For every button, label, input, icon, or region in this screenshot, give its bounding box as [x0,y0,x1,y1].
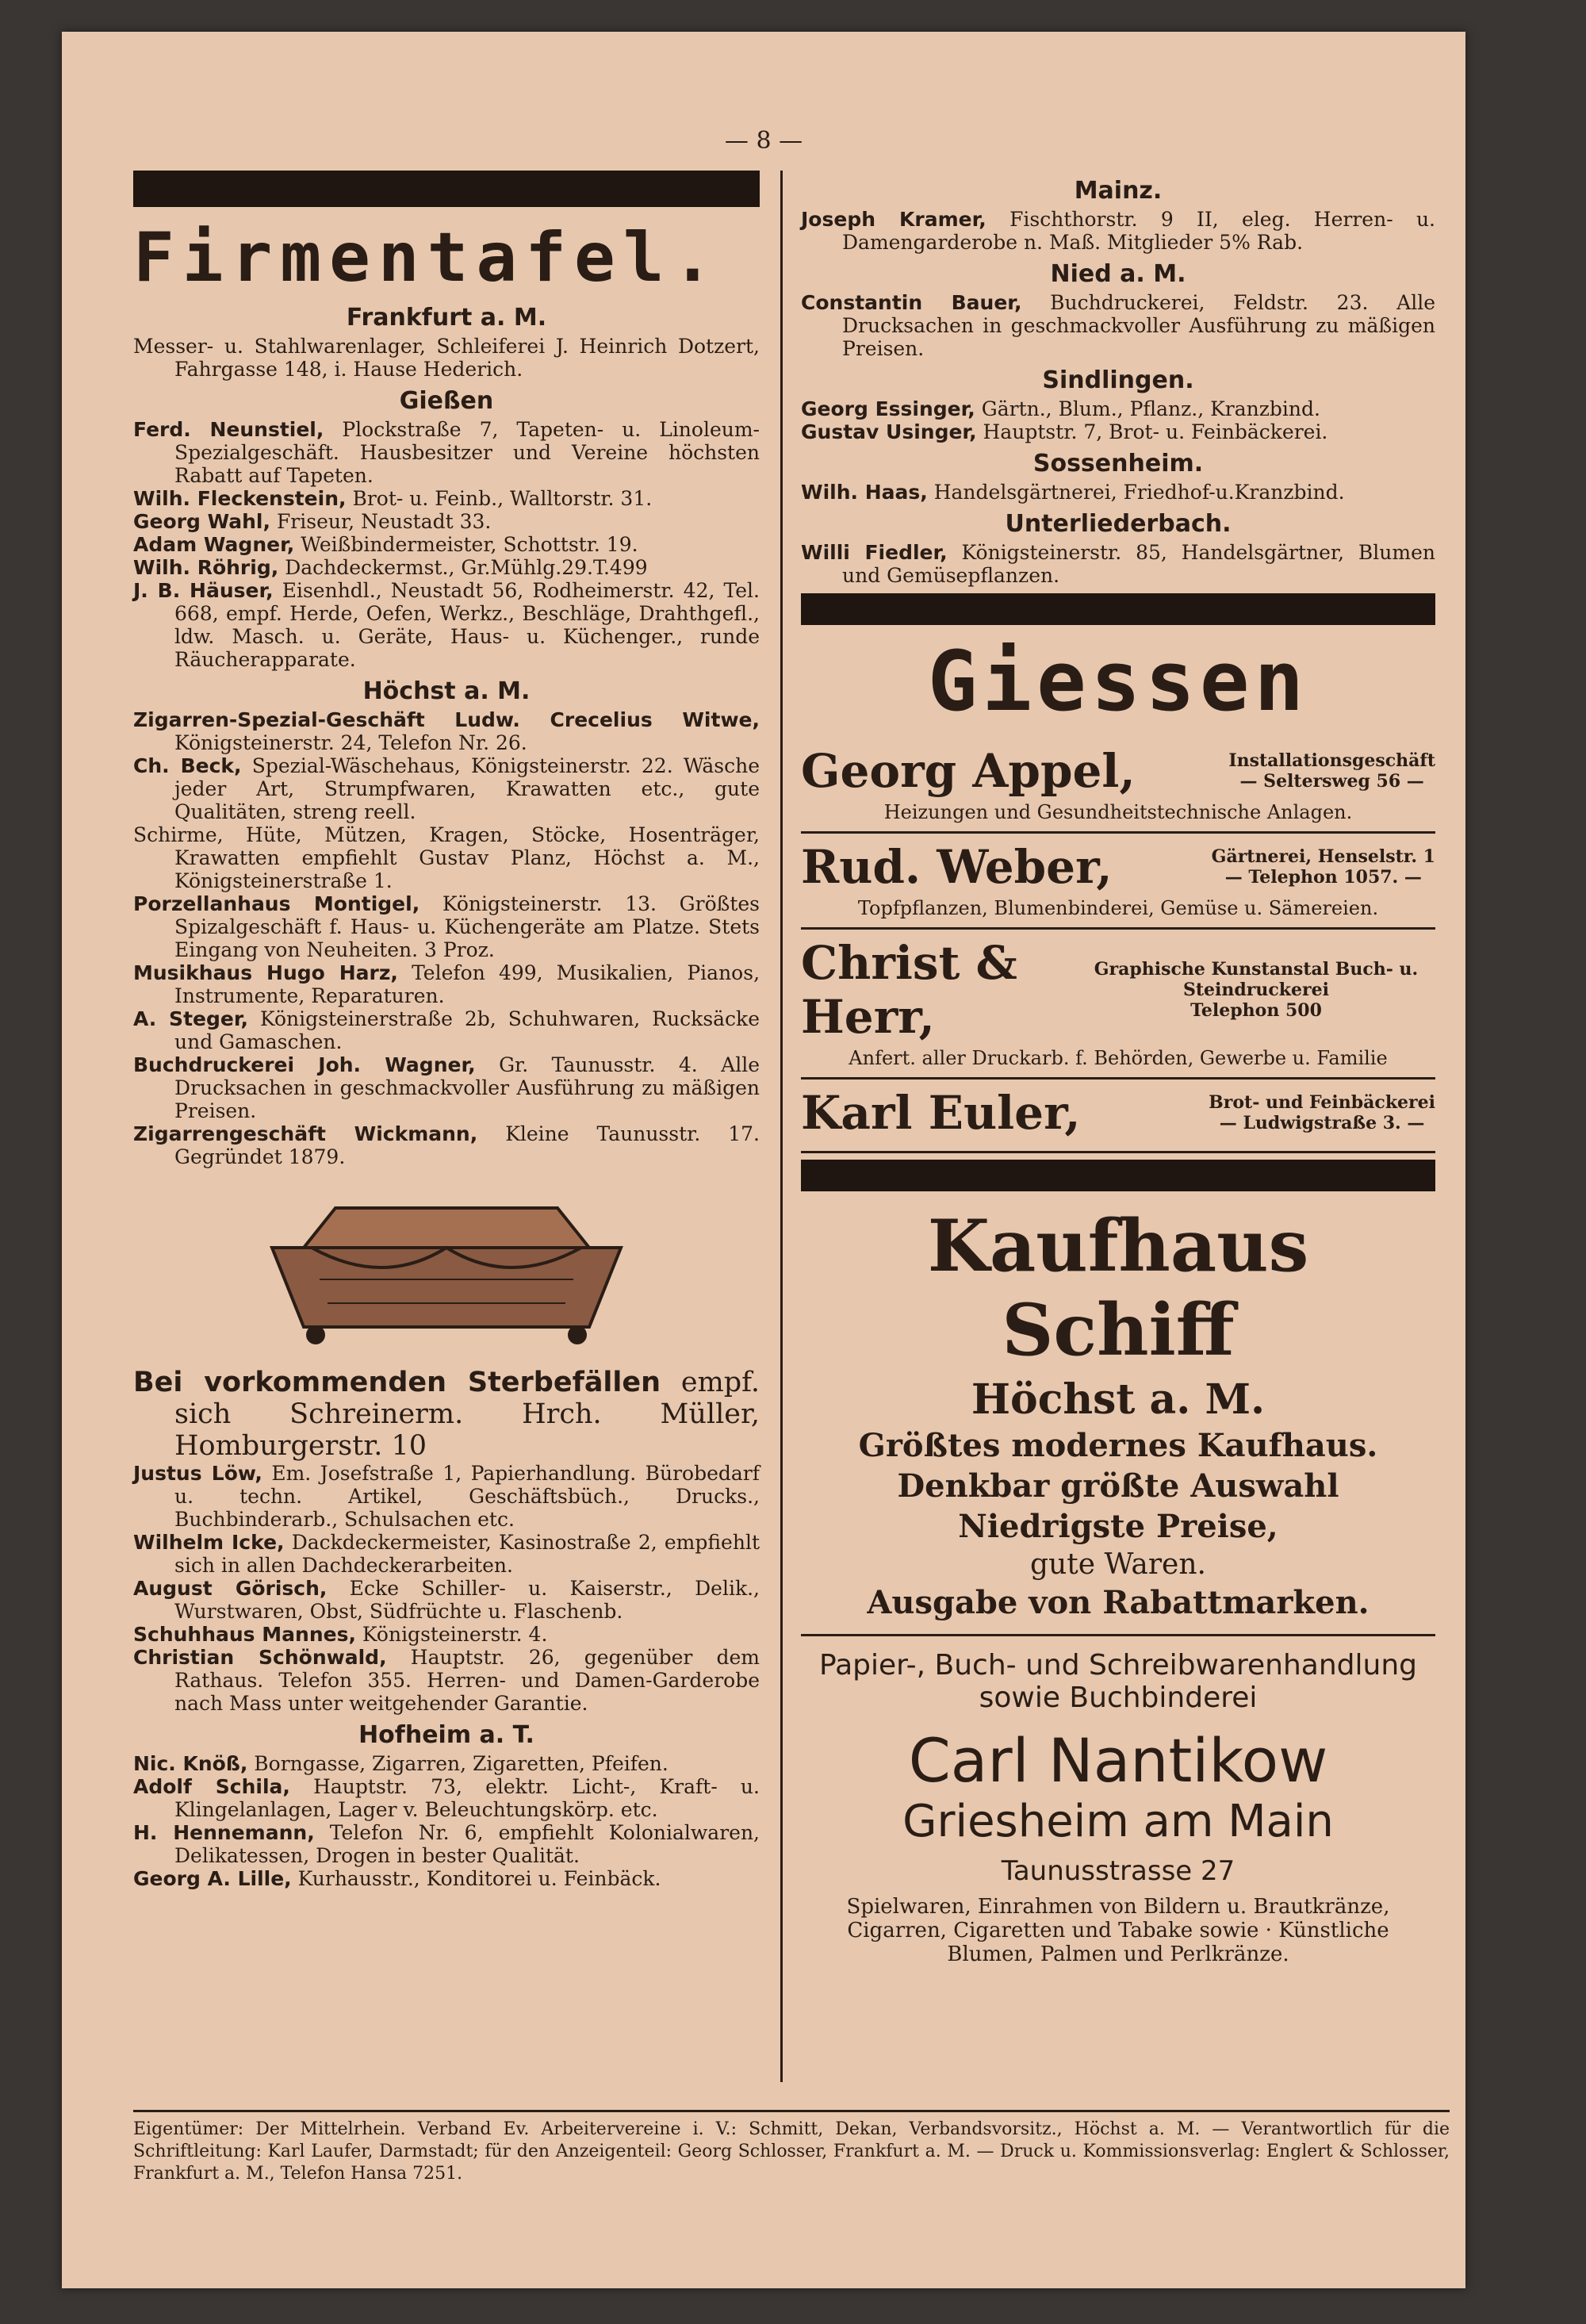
entry-text: Telefon Nr. 6, empfiehlt Kolonialwaren, Delikatessen, Drogen in bester Qualität. [174,1821,760,1867]
ad-name: Rud. Weber, [801,840,1113,894]
entry-text: Königsteinerstr. 13. Größtes Spizalgeschäft f. Haus- u. Küchengeräte am Platze. Stets Eingang von Neuheiten. 3 Proz. [174,892,760,961]
ad-side-line: Gärtnerei, Henselstr. 1 [1211,846,1435,867]
city-heading: Hofheim a. T. [358,1721,534,1749]
entry-text: Königsteinerstraße 2b, Schuhwaren, Rucksäcke und Gamaschen. [174,1007,760,1053]
ad-side-line: Graphische Kunstanstal Buch- u. Steindruckerei [1094,959,1419,1000]
entry-name: J. B. Häuser, [133,579,274,602]
ad-side [1077,959,1435,1021]
ad-side-line: Brot- und Feinbäckerei [1209,1092,1435,1113]
directory-entry [133,1775,760,1821]
ad-bottom: Heizungen und Gesundheitstechnische Anlagen. [883,801,1353,823]
entry-text: Brot- u. Feinb., Walltorstr. 31. [352,487,653,510]
black-bar [133,171,760,207]
directory-entry [133,556,760,579]
entry-text: Kurhausstr., Konditorei u. Feinbäck. [297,1867,661,1890]
directory-entry [133,1577,760,1623]
page-number: — 8 — [724,127,803,155]
directory-entry [133,533,760,556]
ad-name: Christ & Herr, [801,936,1017,1044]
entry-name: Bei vorkommenden Sterbefällen [133,1367,661,1398]
ad-side-line: Telephon 500 [1190,1000,1322,1021]
entry-text: Eisenhdl., Neustadt 56, Rodheimerstr. 42, Tel. 668, empf. Herde, Oefen, Werkz., Beschläge, Drahthgefl., ldw. Masch. u. Geräte, Haus- u. Küchenger., runde Räucherapparate. [174,579,760,671]
directory-entry [133,708,760,754]
right-sections [801,177,1435,587]
entry-text: Em. Josefstraße 1, Papierhandlung. Bürobedarf u. techn. Artikel, Geschäftsbüch., Drucks., Buchbinderarb., Schulsachen etc. [174,1462,760,1531]
directory-entry [801,397,1435,420]
ad-side-line: — Ludwigstraße 3. — [1219,1113,1425,1133]
left-sections [133,304,760,1168]
entry-text: Hauptstr. 73, elektr. Licht-, Kraft- u. Klingelanlagen, Lager v. Beleuchtungskörp. etc. [174,1775,760,1821]
entry-name: Adam Wagner, [133,533,295,556]
directory-entry [133,1821,760,1867]
entry-name: Gustav Usinger, [801,420,977,443]
directory-entry [133,1007,760,1053]
nantikow-desc: Spielwaren, Einrahmen von Bildern u. Brautkränze, Cigarren, Cigaretten und Tabake sowie · Künstliche Blumen, Palmen und Perlkränze. [846,1895,1390,1966]
kaufhaus-place: Höchst a. M. [971,1375,1266,1424]
entry-name: Wilh. Röhrig, [133,556,279,579]
entry-name: Buchdruckerei Joh. Wagner, [133,1053,476,1076]
directory-entry [133,1367,760,1462]
ad-side [1212,846,1435,888]
entry-text: empf. sich Schreinerm. Hrch. Müller, Homburgerstr. 10 [174,1367,760,1462]
entry-name: Nic. Knöß, [133,1752,248,1775]
ad-side [1209,1092,1435,1133]
left-column [133,171,760,1890]
city-heading: Mainz. [1074,177,1163,205]
coffin-illustration [240,1192,653,1351]
city-heading: Frankfurt a. M. [346,304,547,332]
nantikow-name: Carl Nantikow [908,1725,1328,1796]
directory-entry [133,510,760,533]
giessen-ad [801,930,1435,1080]
entry-name: Musikhaus Hugo Harz, [133,961,398,984]
ad-side-line: — Telephon 1057. — [1224,867,1422,888]
entry-text: Friseur, Neustadt 33. [276,510,492,533]
entry-text: Plockstraße 7, Tapeten- u. Linoleum-Spezialgeschäft. Hausbesitzer und Vereine höchsten Rabatt auf Tapeten. [174,418,760,487]
column-divider [780,171,783,2082]
black-bar [801,593,1435,625]
imprint-footer: Eigentümer: Der Mittelrhein. Verband Ev. Arbeitervereine i. V.: Schmitt, Dekan, Verbandsvorsitz., Höchst a. M. — Verantwortlich für die Schriftleitung: Karl Laufer, Darmstadt; für den Anzeigenteil: Georg Schlosser, Frankfurt a. M. — Druck u. Kommissionsverlag: Englert & Schlosser, Frankfurt a. M., Telefon Hansa 7251. [133,2110,1450,2185]
directory-entry [133,754,760,823]
city-heading: Unterliederbach. [1005,510,1232,538]
entry-name: Joseph Kramer, [801,208,986,231]
kaufhaus-line: Ausgabe von Rabattmarken. [801,1584,1435,1636]
ad-side [1228,750,1435,792]
right-column [801,171,1435,1966]
entry-name: Wilh. Fleckenstein, [133,487,347,510]
entry-text: Königsteinerstr. 4. [362,1623,548,1646]
giessen-ads [801,738,1435,1153]
directory-entry [801,208,1435,254]
entry-text: Hauptstr. 7, Brot- u. Feinbäckerei. [983,420,1328,443]
entry-name: Zigarrengeschäft Wickmann, [133,1122,478,1145]
entry-text: Handelsgärtnerei, Friedhof-u.Kranzbind. [933,481,1345,504]
entry-name: Georg Essinger, [801,397,975,420]
directory-entry [133,892,760,961]
city-heading: Höchst a. M. [362,677,531,705]
ad-side-line: Installationsgeschäft [1228,750,1435,771]
entry-text: Fischthorstr. 9 II, eleg. Herren- u. Damengarderobe n. Maß. Mitglieder 5% Rab. [842,208,1435,254]
entry-name: Georg Wahl, [133,510,270,533]
giessen-ad [801,1080,1435,1153]
entry-text: Ecke Schiller- u. Kaiserstr., Delik., Wurstwaren, Obst, Südfrüchte u. Flaschenb. [174,1577,760,1623]
city-heading: Gießen [399,387,494,415]
entry-name: Constantin Bauer, [801,291,1022,314]
directory-entry [133,823,760,892]
firmentafel-title: Firmentafel. [133,218,722,297]
entry-name: Justus Löw, [133,1462,262,1485]
entry-name: Wilh. Haas, [801,481,928,504]
entry-name: Willi Fiedler, [801,541,948,564]
directory-entry [133,1531,760,1577]
directory-entry [133,961,760,1007]
entry-text: Kleine Taunusstr. 17. Gegründet 1879. [174,1122,760,1168]
directory-entry [133,1623,760,1646]
entry-text: Königsteinerstr. 85, Handelsgärtner, Blumen und Gemüsepflanzen. [842,541,1436,587]
directory-entry [133,1122,760,1168]
entry-name: August Görisch, [133,1577,328,1600]
entry-name: Ferd. Neunstiel, [133,418,324,441]
ad-name: Karl Euler, [801,1086,1081,1140]
entry-text: Telefon 499, Musikalien, Pianos, Instrumente, Reparaturen. [174,961,760,1007]
directory-entry [133,1752,760,1775]
kaufhaus-line: Niedrigste Preise, [958,1508,1278,1545]
entry-text: Schirme, Hüte, Mützen, Kragen, Stöcke, Hosenträger, Krawatten empfiehlt Gustav Planz, Höchst a. M., Königsteinerstraße 1. [133,823,760,892]
entry-text: Dachdeckermst., Gr.Mühlg.29.T.499 [285,556,648,579]
nantikow-ad [801,1649,1435,1966]
directory-entry [133,1646,760,1715]
directory-entry [801,481,1435,504]
entry-name: Zigarren-Spezial-Geschäft Ludw. Crecelius Witwe, [133,708,760,731]
directory-entry [133,1462,760,1531]
entry-text: Weißbindermeister, Schottstr. 19. [301,533,638,556]
entry-name: Adolf Schila, [133,1775,290,1798]
ad-name: Georg Appel, [801,744,1136,798]
directory-entry [133,579,760,671]
entry-name: A. Steger, [133,1007,248,1030]
nantikow-street: Taunusstrasse 27 [1001,1855,1235,1887]
entry-name: Georg A. Lille, [133,1867,292,1890]
giessen-ad [801,738,1435,834]
entry-name: Christian Schönwald, [133,1646,387,1669]
entry-text: Spezial-Wäschehaus, Königsteinerstr. 22. Wäsche jeder Art, Strumpfwaren, Krawatten etc., gute Qualitäten, streng reell. [174,754,760,823]
city-heading: Sindlingen. [1042,366,1194,394]
ad-bottom: Topfpflanzen, Blumenbinderei, Gemüse u. Sämereien. [857,897,1379,919]
entry-text: Borngasse, Zigarren, Zigaretten, Pfeifen. [254,1752,668,1775]
directory-entry [133,418,760,487]
city-heading: Nied a. M. [1050,260,1186,288]
directory-entry [133,1053,760,1122]
entry-name: Wilhelm Icke, [133,1531,285,1554]
nantikow-line: Papier-, Buch- und Schreibwarenhandlung [819,1649,1417,1682]
city-heading: Sossenheim. [1032,450,1204,477]
entry-text: Gärtn., Blum., Pflanz., Kranzbind. [981,397,1320,420]
hofheim-entries [133,1752,760,1890]
nantikow-line: sowie Buchbinderei [979,1682,1258,1714]
directory-entry [133,335,760,381]
giessen-title: Giessen [927,633,1309,730]
black-bar [801,1160,1435,1191]
entry-text: Buchdruckerei, Feldstr. 23. Alle Drucksachen in geschmackvoller Ausführung zu mäßigen Preisen. [842,291,1435,360]
kaufhaus-line: gute Waren. [1030,1548,1206,1581]
nantikow-place: Griesheim am Main [902,1796,1334,1847]
entry-text: Gr. Taunusstr. 4. Alle Drucksachen in geschmackvoller Ausführung zu mäßigen Preisen. [174,1053,760,1122]
entry-text: Hauptstr. 26, gegenüber dem Rathaus. Telefon 355. Herren- und Damen-Garderobe nach Mass unter weitgehender Garantie. [174,1646,760,1715]
entry-name: Porzellanhaus Montigel, [133,892,420,915]
kaufhaus-line: Größtes modernes Kaufhaus. [858,1427,1378,1464]
directory-entry [801,420,1435,443]
directory-entry [133,487,760,510]
ad-side-line: — Seltersweg 56 — [1239,771,1424,792]
directory-entry [801,541,1435,587]
kaufhaus-line: Denkbar größte Auswahl [897,1467,1339,1505]
directory-entry [801,291,1435,360]
kaufhaus-title: Kaufhaus Schiff [927,1204,1309,1372]
entry-name: Schuhhaus Mannes, [133,1623,356,1646]
directory-entry [133,1867,760,1890]
left-after-image [133,1367,760,1715]
entry-name: Ch. Beck, [133,754,242,777]
entry-text: Königsteinerstr. 24, Telefon Nr. 26. [174,731,527,754]
giessen-ad [801,834,1435,930]
entry-text: Dackdeckermeister, Kasinostraße 2, empfiehlt sich in allen Dachdeckerarbeiten. [174,1531,760,1577]
entry-name: H. Hennemann, [133,1821,315,1844]
ad-bottom: Anfert. aller Druckarb. f. Behörden, Gewerbe u. Familie [849,1047,1388,1069]
entry-text: Messer- u. Stahlwarenlager, Schleiferei J. Heinrich Dotzert, Fahrgasse 148, i. Hause Hederich. [133,335,760,381]
